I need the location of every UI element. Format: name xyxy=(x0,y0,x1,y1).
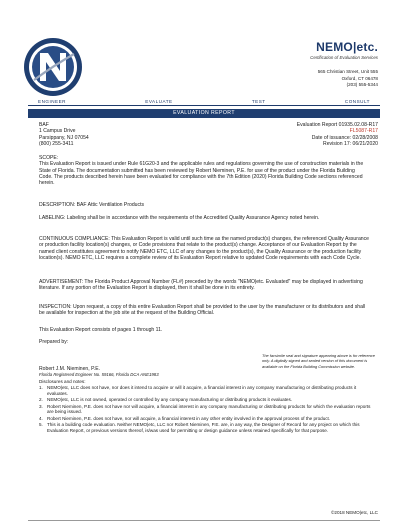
copyright: ©2018 NEMO|etc, LLC xyxy=(331,510,378,515)
brand-name: NEMO|etc. xyxy=(316,40,378,54)
nav-test: TEST xyxy=(251,99,266,104)
note-item: 3. Robert Nieminen, P.E. does not have nor will acquire, a financial interest in any company manufacturing or distributing products for which the evaluation reports are being issued. xyxy=(39,403,371,415)
nav-divider xyxy=(28,105,380,106)
notes-title: Disclosures and notes: xyxy=(39,379,86,384)
scope-section xyxy=(39,155,369,186)
scope-text: This Evaluation Report is issued under Rule 61G20-3 and the applicable rules and regulations governing the use of construction materials in the State of Florida. The documentation submitted has been reviewed by Robert Nieminen, P.E. for use of the product under the Florida Building Code. The products described herein have been evaluated for compliance with the 7th Edition (2020) Florida Building Code sections referenced herein. xyxy=(39,161,364,187)
footer-divider xyxy=(28,520,380,521)
prepared-by: Prepared by: xyxy=(39,339,69,345)
nav-evaluate: EVALUATE xyxy=(145,99,173,104)
client-phone: (800) 255-3411 xyxy=(39,140,74,147)
brand xyxy=(310,40,378,60)
signer-credentials: Florida Registered Engineer No. 59166, Florida DCA ANE1983 xyxy=(39,372,159,377)
nemo-logo-icon xyxy=(22,36,84,98)
fl-number: FL5087-R17 xyxy=(349,128,378,135)
address-line-2: Oxford, CT 06478 xyxy=(341,75,378,81)
nav-consult: CONSULT xyxy=(344,99,370,104)
advertisement: ADVERTISEMENT: The Florida Product Approval Number (FL#) preceded by the words "NEMO|etc. Evaluated" may be displayed in advertising literature. If any portion of the Evaluation Report is displayed, then it shall be done in its entirety. xyxy=(39,279,363,292)
date-of-issuance: Date of issuance: 02/28/2008 xyxy=(311,134,378,141)
note-item: 4. Robert Nieminen, P.E. does not have, nor will acquire, a financial interest in any other entity involved in the approval process of the product. xyxy=(39,415,331,421)
scope-heading: SCOPE: xyxy=(39,155,59,161)
address-line-3: (203) 555-5344 xyxy=(346,82,378,88)
note-item: 5. This is a building code evaluation. Neither NEMO|etc, LLC nor Robert Nieminen, P.E. are, in any way, the Designer of Record for any project on which this Evaluation Report, or previous versions thereof, is/was used for permitting or design guidance unless retained specifically for that purpose. xyxy=(39,422,360,433)
description: DESCRIPTION: BAF Attic Ventilation Products xyxy=(39,202,145,208)
signer-name: Robert J.M. Nieminen, P.E. xyxy=(39,366,101,372)
client-city: Parsippany, NJ 07054 xyxy=(39,134,89,141)
report-title-bar: EVALUATION REPORT xyxy=(28,109,380,118)
service-nav xyxy=(28,99,380,104)
inspection: INSPECTION: Upon request, a copy of this entire Evaluation Report shall be provided to the user by the manufacturer or its distributors and shall be available for inspection at the job site at the request of the Building Official. xyxy=(39,304,366,317)
labeling: LABELING: Labeling shall be in accordance with the requirements of the Accredited Quality Assurance Agency noted herein. xyxy=(39,215,320,221)
note-item: 1. NEMO|etc, LLC does not have, nor does it intend to acquire or will it acquire, a financial interest in any company manufacturing or distributing products it evaluates. xyxy=(39,385,357,396)
nav-engineer: ENGINEER xyxy=(38,99,66,104)
company-address xyxy=(318,69,378,89)
client-street: 1 Campus Drive xyxy=(39,128,76,135)
brand-tagline: Certification of Evaluation Services xyxy=(310,55,378,60)
note-item: 2. NEMO|etc, LLC is not owned, operated or controlled by any company manufacturing or distributing products it evaluates. xyxy=(39,397,293,403)
seal-note: The facsimile seal and signature appearing above is for reference only. A digitally signed and sealed version of this document is available on the Florida Building Commission website. xyxy=(262,353,375,369)
report-number: Evaluation Report 01935.02.08-R17 xyxy=(296,122,378,128)
revision: Revision 17: 06/21/2020 xyxy=(323,140,378,147)
client-address xyxy=(39,122,89,147)
client-name: BAF xyxy=(39,122,49,128)
pages-statement: This Evaluation Report consists of pages 1 through 11. xyxy=(39,327,163,333)
report-identifiers xyxy=(297,122,378,147)
address-line-1: 565 Christian Street, Unit 555 xyxy=(317,69,378,74)
continuous-compliance: CONTINUOUS COMPLIANCE: This Evaluation Report is valid until such time as the named product(s) changes, the referenced Quality Assurance or production facility location(s) changes, or Code provisions that relate to the product(s) change. Acceptance of our Evaluation Report by the named client constitutes agreement to notify NEMO ETC, LLC of any changes to the product(s), the Quality Assurance or the production facility location(s). NEMO ETC, LLC requires a complete review of its Evaluation Report relative to updated Code requirements with each Code Cycle. xyxy=(39,236,370,261)
disclosure-notes xyxy=(39,385,377,434)
